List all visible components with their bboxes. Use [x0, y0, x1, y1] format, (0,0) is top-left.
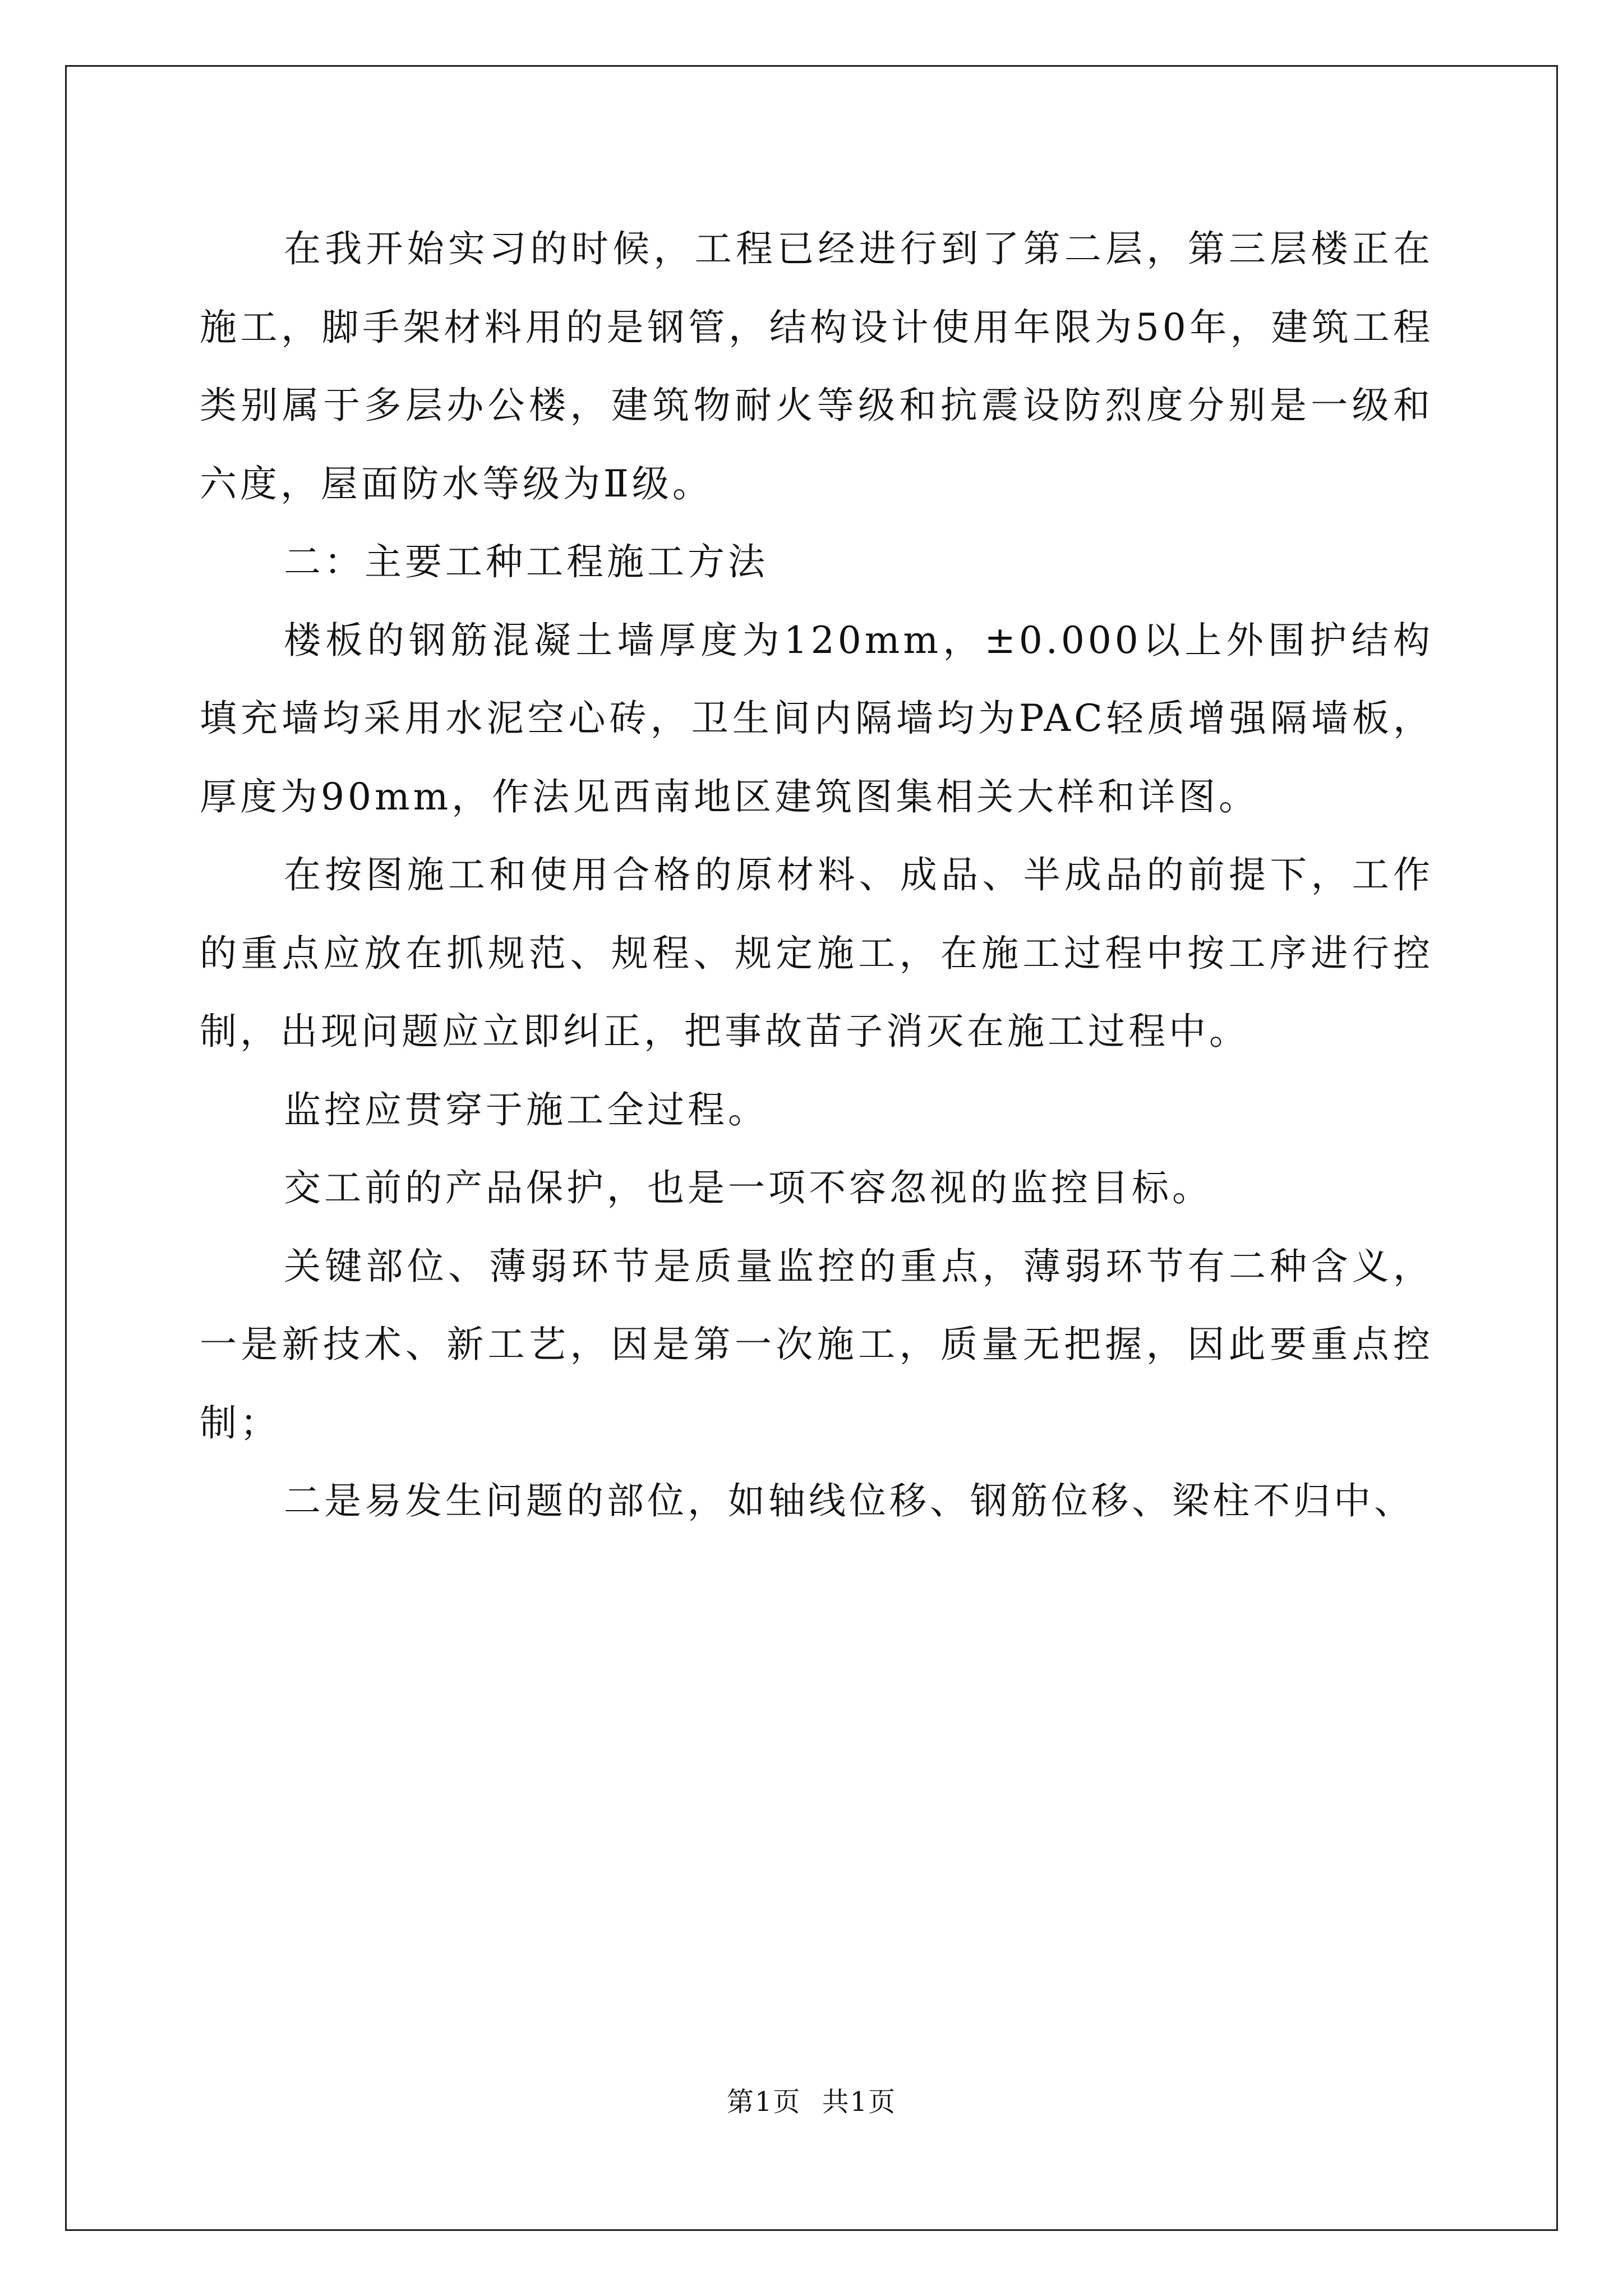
paragraph-wall-specs: 楼板的钢筋混凝土墙厚度为120mm，±0.000以上外围护结构填充墙均采用水泥空心砖，卫生间内隔墙均为PAC轻质增强隔墙板，厚度为90mm，作法见西南地区建筑图集相关大样和详图。 — [200, 618, 1433, 818]
paragraph-quality-focus: 在按图施工和使用合格的原材料、成品、半成品的前提下，工作的重点应放在抓规范、规程、规定施工，在施工过程中按工序进行控制，出现问题应立即纠正，把事故苗子消灭在施工过程中。 — [200, 853, 1433, 1053]
page-number: 第1页 — [726, 2086, 801, 2118]
section-heading-construction-methods: 二：主要工种工程施工方法 — [284, 540, 768, 583]
paragraph-problem-areas: 二是易发生问题的部位，如轴线位移、钢筋位移、梁柱不归中、 — [284, 1479, 1414, 1522]
page-total: 共1页 — [822, 2086, 897, 2118]
paragraph-product-protection: 交工前的产品保护，也是一项不容忽视的监控目标。 — [284, 1166, 1212, 1209]
page-footer — [0, 2080, 1623, 2119]
paragraph-key-areas: 关键部位、薄弱环节是质量监控的重点，薄弱环节有二种含义，一是新技术、新工艺，因是第一次施工，质量无把握，因此要重点控制； — [200, 1244, 1433, 1444]
paragraph-internship-intro: 在我开始实习的时候，工程已经进行到了第二层，第三层楼正在施工，脚手架材料用的是钢管，结构设计使用年限为50年，建筑工程类别属于多层办公楼，建筑物耐火等级和抗震设防烈度分别是一级和六度，屋面防水等级为Ⅱ级。 — [200, 227, 1433, 505]
paragraph-monitoring: 监控应贯穿于施工全过程。 — [284, 1088, 768, 1131]
document-body — [200, 210, 1433, 1540]
